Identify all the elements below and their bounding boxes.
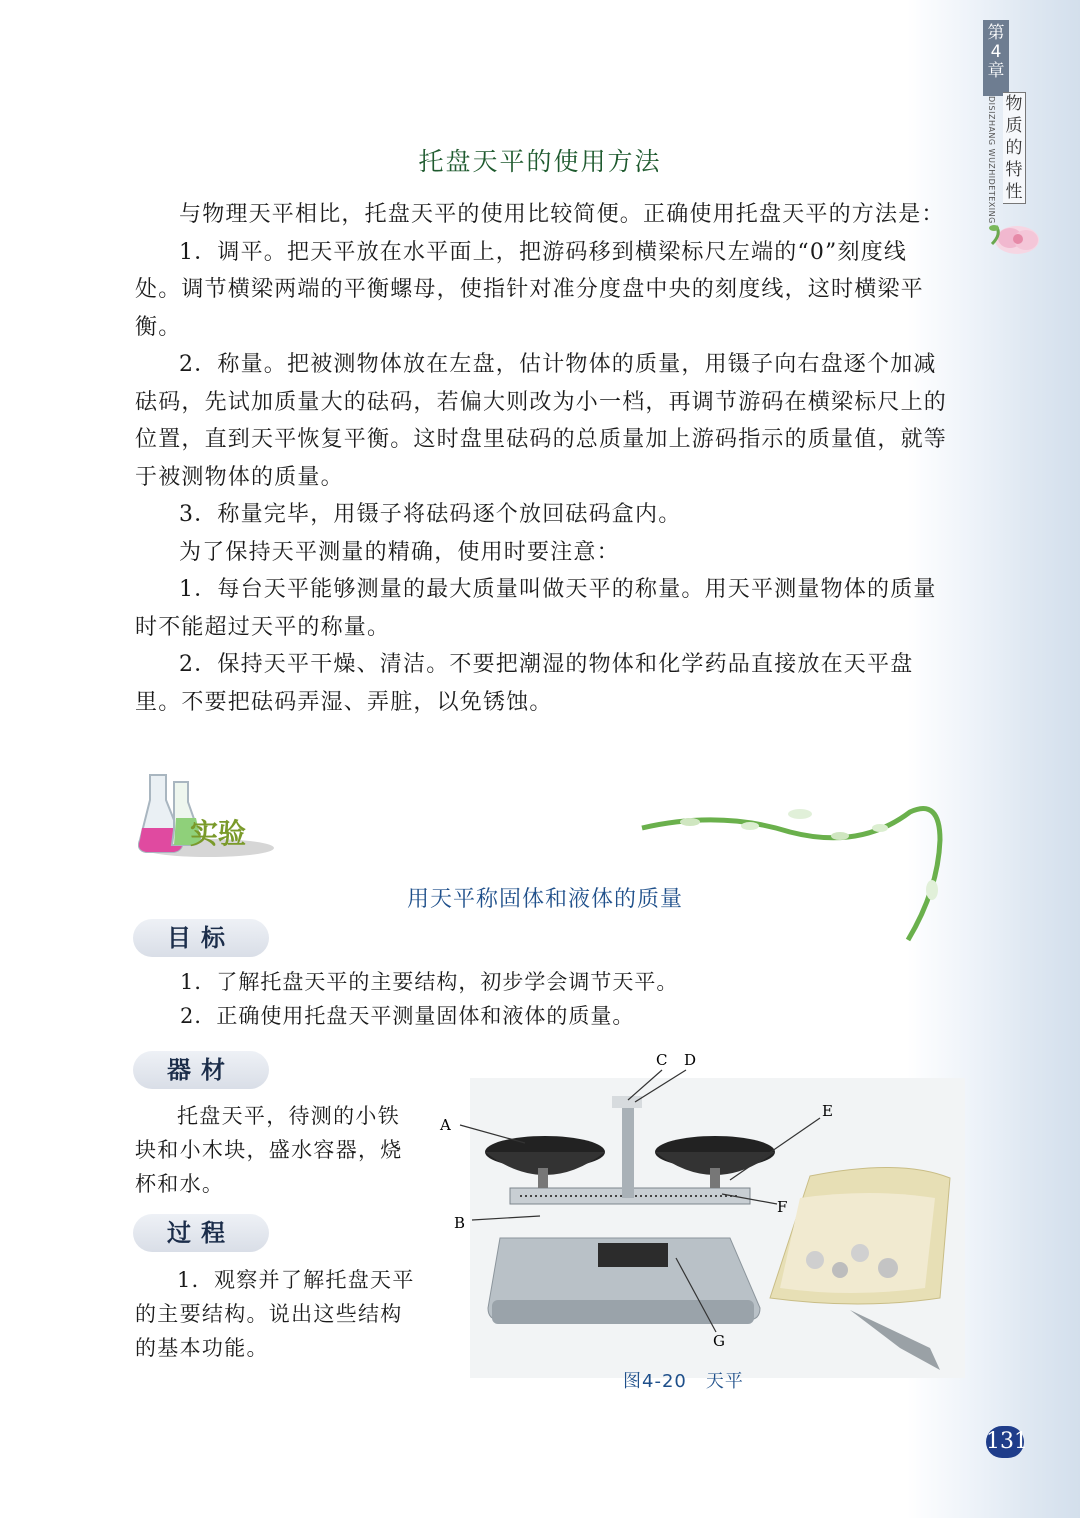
process-heading: 过程 — [133, 1214, 269, 1252]
paragraph: 1．调平。把天平放在水平面上，把游码移到横梁标尺左端的“0”刻度线处。调节横梁两端的平衡螺母，使指针对准分度盘中央的刻度线，这时横梁平衡。 — [135, 239, 924, 340]
paragraph: 与物理天平相比，托盘天平的使用比较简便。正确使用托盘天平的方法是： — [179, 202, 945, 227]
list-item: 1．了解托盘天平的主要结构，初步学会调节天平。 — [180, 970, 679, 994]
figure-caption: 图4-20 天平 — [623, 1371, 744, 1392]
paragraph: 3．称量完毕，用镊子将砝码逐个放回砝码盒内。 — [179, 502, 682, 527]
balance-figure — [430, 1048, 965, 1378]
label-c: C — [656, 1051, 668, 1069]
label-g: G — [713, 1332, 725, 1350]
section-title: 托盘天平的使用方法 — [418, 147, 662, 176]
label-f: F — [777, 1198, 788, 1216]
label-a: A — [440, 1116, 451, 1134]
paragraph: 为了保持天平测量的精确，使用时要注意： — [179, 539, 620, 565]
goal-list — [180, 965, 678, 1033]
chapter-name-tab: 物 质 的 特 性 — [1003, 92, 1026, 204]
body-text — [135, 196, 947, 721]
label-d: D — [684, 1051, 697, 1069]
label-b: B — [454, 1214, 466, 1232]
flower-icon — [982, 214, 1052, 264]
goal-heading: 目标 — [133, 919, 269, 957]
experiment-title: 用天平称固体和液体的质量 — [406, 887, 683, 912]
paragraph: 2．保持天平干燥、清洁。不要把潮湿的物体和化学药品直接放在天平盘里。不要把砝码弄湿、弄脏，以免锈蚀。 — [135, 652, 914, 715]
chapter-number-tab: 第 4 章 — [983, 20, 1009, 96]
paragraph: 2．称量。把被测物体放在左盘，估计物体的质量，用镊子向右盘逐个加减砝码，先试加质量大的砝码，若偏大则改为小一档，再调节游码在横梁标尺上的位置，直到天平恢复平衡。这时盘里砝码的总质量加上游码指示的质量值，就等于被测物体的质量。 — [135, 352, 948, 490]
equipment-heading: 器材 — [133, 1051, 269, 1089]
page-number: 131 — [986, 1426, 1024, 1458]
chapter-pinyin: DISIZHANG WUZHIDETEXING — [987, 96, 996, 224]
paragraph: 1．每台天平能够测量的最大质量叫做天平的称量。用天平测量物体的质量时不能超过天平的称量。 — [135, 577, 937, 640]
list-item: 2．正确使用托盘天平测量固体和液体的质量。 — [180, 1004, 635, 1028]
vine-icon — [640, 800, 950, 950]
process-text: 1．观察并了解托盘天平的主要结构。说出这些结构的基本功能。 — [135, 1268, 415, 1360]
label-e: E — [822, 1102, 833, 1120]
experiment-label: 实验 — [190, 817, 247, 850]
equipment-text: 托盘天平，待测的小铁块和小木块，盛水容器，烧杯和水。 — [135, 1104, 403, 1196]
